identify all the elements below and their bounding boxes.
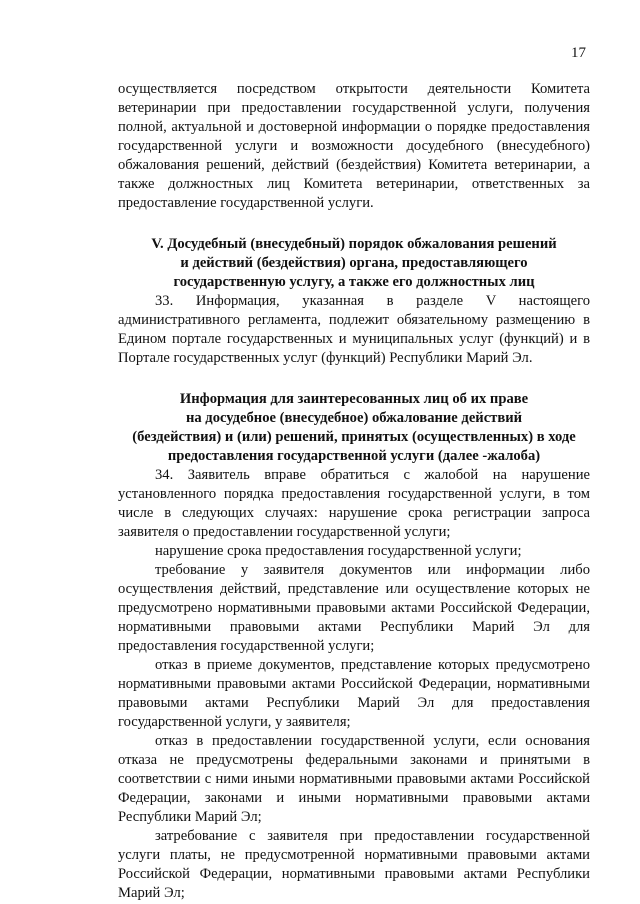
document-body [118, 80, 590, 903]
heading-line: предоставления государственной услуги (далее -жалоба) [167, 448, 541, 464]
list-item: отказ в приеме документов, представление которых предусмотрено нормативными правовыми актами Российской Федерации, нормативными правовыми актами Республики Марий Эл для предоставления государственной услуги, у заявителя; [118, 657, 590, 730]
heading-line: и действий (бездействия) органа, предоставляющего [180, 255, 528, 271]
list-item: отказ в предоставлении государственной услуги, если основания отказа не предусмотрены федеральными законами и принятыми в соответствии с ними иными нормативными правовыми актами Российской Федерации, законами и иными нормативными правовыми актами Республики Марий Эл; [118, 733, 590, 825]
item-34-paragraph: 34. Заявитель вправе обратиться с жалобой на нарушение установленного порядка предоставления государственной услуги, в том числе в следующих случаях: нарушение срока регистрации запроса заявителя о предоставлении государственной услуги; [118, 467, 590, 540]
list-item: нарушение срока предоставления государственной услуги; [155, 543, 522, 559]
subsection-heading [118, 390, 590, 466]
list-item: затребование с заявителя при предоставлении государственной услуги платы, не предусмотренной нормативными правовыми актами Российской Федерации, нормативными правовыми актами Республики Марий Эл; [118, 828, 590, 901]
list-item: требование у заявителя документов или информации либо осуществления действий, представление или осуществление которых не предусмотрено нормативными правовыми актами Российской Федерации, нормативными правовыми актами Республики Марий Эл для предоставления государственной услуги; [118, 562, 590, 654]
heading-line: на досудебное (внесудебное) обжалование действий [185, 410, 523, 426]
section-v-heading [118, 235, 590, 292]
heading-line: (бездействия) и (или) решений, принятых (осуществленных) в ходе [132, 429, 576, 445]
intro-paragraph: осуществляется посредством открытости деятельности Комитета ветеринарии при предоставлении государственной услуги, получения полной, актуальной и достоверной информации о порядке предоставления государственной услуги и возможности досудебного (внесудебного) обжалования решений, действий (бездействия) Комитета ветеринарии, а также должностных лиц Комитета ветеринарии, ответственных за предоставление государственной услуги. [118, 81, 590, 211]
heading-line: Информация для заинтересованных лиц об их праве [179, 391, 529, 407]
item-33-paragraph: 33. Информация, указанная в разделе V настоящего административного регламента, подлежит обязательному размещению в Едином портале государственных и муниципальных услуг (функций) и в Портале государственных услуг (функций) Республики Марий Эл. [118, 293, 590, 366]
heading-line: V. Досудебный (внесудебный) порядок обжалования решений [151, 236, 557, 252]
heading-line: государственную услугу, а также его должностных лиц [173, 274, 535, 290]
page-number: 17 [571, 45, 586, 61]
